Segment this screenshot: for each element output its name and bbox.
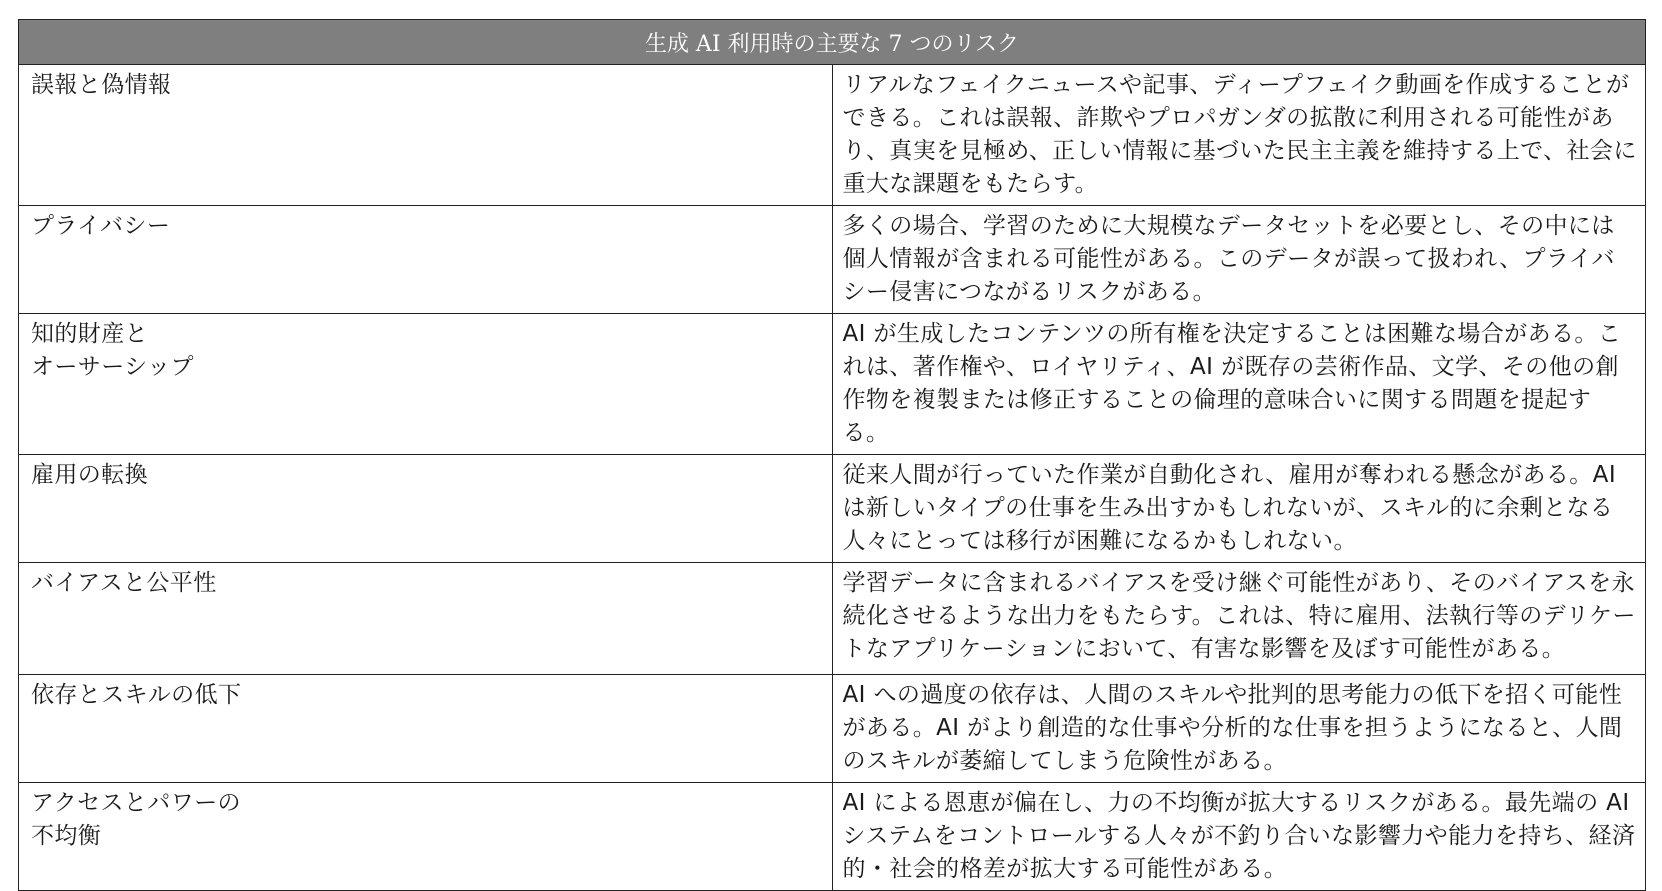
risk-category: 誤報と偽情報	[19, 65, 833, 206]
risk-category: 知的財産と オーサーシップ	[19, 314, 833, 455]
risk-description: AI が生成したコンテンツの所有権を決定することは困難な場合がある。これは、著作権や、ロイヤリティ、AI が既存の芸術作品、文学、その他の創作物を複製または修正することの倫理的意味合いに関する問題を提起する。	[832, 314, 1646, 455]
table-row	[19, 783, 1646, 891]
risk-category: 依存とスキルの低下	[19, 675, 833, 783]
risk-description: 従来人間が行っていた作業が自動化され、雇用が奪われる懸念がある。AI は新しいタイプの仕事を生み出すかもしれないが、スキル的に余剰となる人々にとっては移行が困難になるかもしれない。	[832, 455, 1646, 563]
risk-table	[18, 19, 1646, 891]
table-row	[19, 206, 1646, 314]
table-title: 生成 AI 利用時の主要な 7 つのリスク	[19, 20, 1646, 65]
risk-category: 雇用の転換	[19, 455, 833, 563]
risk-description: AI への過度の依存は、人間のスキルや批判的思考能力の低下を招く可能性がある。AI がより創造的な仕事や分析的な仕事を担うようになると、人間のスキルが萎縮してしまう危険性がある。	[832, 675, 1646, 783]
table-row	[19, 675, 1646, 783]
risk-description: 学習データに含まれるバイアスを受け継ぐ可能性があり、そのバイアスを永続化させるような出力をもたらす。これは、特に雇用、法執行等のデリケートなアプリケーションにおいて、有害な影響を及ぼす可能性がある。	[832, 563, 1646, 675]
risk-description: AI による恩恵が偏在し、力の不均衡が拡大するリスクがある。最先端の AI システムをコントロールする人々が不釣り合いな影響力や能力を持ち、経済的・社会的格差が拡大する可能性がある。	[832, 783, 1646, 891]
table-row	[19, 455, 1646, 563]
risk-description: リアルなフェイクニュースや記事、ディープフェイク動画を作成することができる。これは誤報、詐欺やプロパガンダの拡散に利用される可能性があり、真実を見極め、正しい情報に基づいた民主主義を維持する上で、社会に重大な課題をもたらす。	[832, 65, 1646, 206]
risk-category: アクセスとパワーの 不均衡	[19, 783, 833, 891]
table-row	[19, 314, 1646, 455]
risk-category: プライバシー	[19, 206, 833, 314]
table-row	[19, 563, 1646, 675]
table-header-row	[19, 20, 1646, 65]
risk-category: バイアスと公平性	[19, 563, 833, 675]
table-row	[19, 65, 1646, 206]
risk-description: 多くの場合、学習のために大規模なデータセットを必要とし、その中には個人情報が含まれる可能性がある。このデータが誤って扱われ、プライバシー侵害につながるリスクがある。	[832, 206, 1646, 314]
